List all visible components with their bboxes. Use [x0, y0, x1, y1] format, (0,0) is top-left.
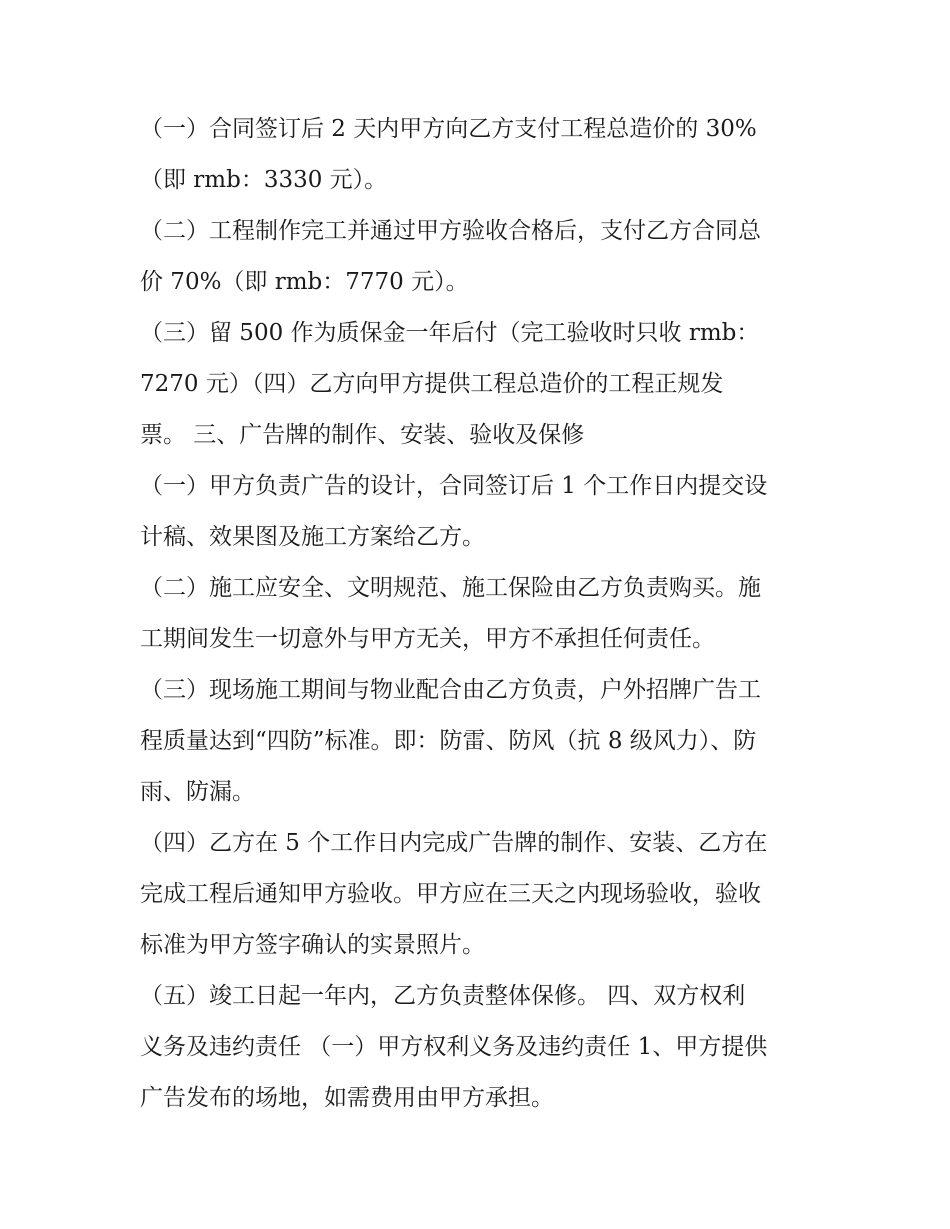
paragraph-payment-3 [140, 308, 820, 461]
text-line: 广告发布的场地，如需费用由甲方承担。 [140, 1085, 554, 1111]
paragraph-quality [140, 665, 820, 818]
text-line: 程质量达到“四防”标准。即：防雷、防风（抗 8 级风力）、防 [140, 728, 757, 754]
paragraph-acceptance [140, 818, 820, 971]
text-line: （三）现场施工期间与物业配合由乙方负责，户外招牌广告工 [140, 677, 761, 703]
text-line: 计稿、效果图及施工方案给乙方。 [140, 524, 485, 550]
text-line: 义务及违约责任 （一）甲方权利义务及违约责任 1、甲方提供 [140, 1034, 768, 1060]
text-line: 票。 三、广告牌的制作、安装、验收及保修 [140, 422, 585, 448]
text-line: （四）乙方在 5 个工作日内完成广告牌的制作、安装、乙方在 [140, 830, 768, 856]
text-line: （三）留 500 作为质保金一年后付（完工验收时只收 rmb： [140, 320, 760, 346]
text-line: 7270 元）（四）乙方向甲方提供工程总造价的工程正规发 [140, 371, 724, 397]
paragraph-payment-2 [140, 206, 820, 308]
text-line: 价 70%（即 rmb：7770 元）。 [140, 269, 469, 295]
text-line: 完成工程后通知甲方验收。甲方应在三天之内现场验收，验收 [140, 881, 761, 907]
text-line: （五）竣工日起一年内，乙方负责整体保修。 四、双方权利 [140, 983, 746, 1009]
paragraph-safety [140, 563, 820, 665]
text-line: （二）工程制作完工并通过甲方验收合格后，支付乙方合同总 [140, 218, 761, 244]
paragraph-design [140, 461, 820, 563]
text-line: 雨、防漏。 [140, 779, 255, 805]
document-body [140, 104, 820, 1124]
paragraph-warranty [140, 971, 820, 1124]
text-line: （一）合同签订后 2 天内甲方向乙方支付工程总造价的 30% [140, 116, 757, 142]
text-line: 工期间发生一切意外与甲方无关，甲方不承担任何责任。 [140, 626, 715, 652]
text-line: （一）甲方负责广告的设计，合同签订后 1 个工作日内提交设 [140, 473, 768, 499]
text-line: （即 rmb：3330 元）。 [140, 167, 388, 193]
text-line: （二）施工应安全、文明规范、施工保险由乙方负责购买。施 [140, 575, 761, 601]
paragraph-payment-1 [140, 104, 820, 206]
text-line: 标准为甲方签字确认的实景照片。 [140, 932, 485, 958]
